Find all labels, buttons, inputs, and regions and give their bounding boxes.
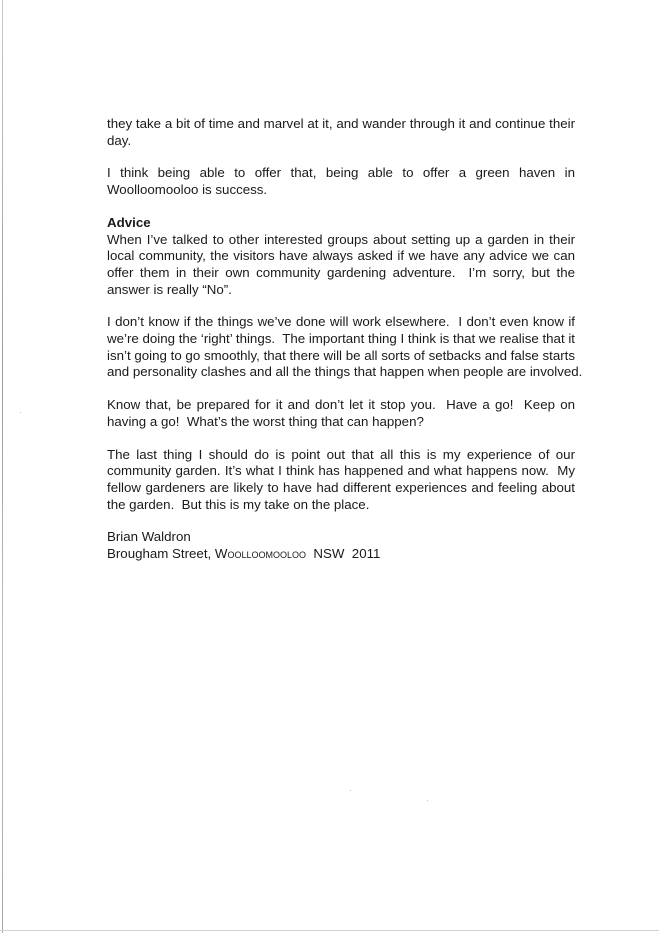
text-line: Woolloomooloo is success. xyxy=(107,182,268,198)
paragraph xyxy=(107,116,575,149)
text-line: the garden. But this is my take on the place. xyxy=(107,496,370,512)
text-line: and personality clashes and all the things that happen when people are involved. xyxy=(107,364,583,380)
document-body xyxy=(107,116,583,563)
signature-block xyxy=(107,529,575,562)
address-state-postcode: NSW 2011 xyxy=(306,546,381,562)
address-suburb: Woolloomooloo xyxy=(214,546,306,562)
text-line: Know that, be prepared for it and don’t let it stop you. Have a go! Keep on xyxy=(107,397,575,413)
text-line: answer is really “No”. xyxy=(107,281,232,297)
text-line: local community, the visitors have always asked if we have any advice we can xyxy=(107,248,575,264)
text-line: fellow gardeners are likely to have had different experiences and feeling about xyxy=(107,479,575,495)
address-street: Brougham Street, xyxy=(107,546,215,562)
text-line: I think being able to offer that, being able to offer a green haven in xyxy=(107,165,575,181)
author-name: Brian Waldron xyxy=(107,529,191,545)
paragraph xyxy=(107,397,575,430)
scan-left-edge xyxy=(2,0,3,933)
section-heading: Advice xyxy=(107,214,151,230)
scan-speck xyxy=(427,800,428,801)
text-line: offer them in their own community gardening adventure. I’m sorry, but the xyxy=(107,264,575,280)
text-line: community garden. It’s what I think has happened and what happens now. My xyxy=(107,463,575,479)
text-line: day. xyxy=(107,132,132,148)
scan-speck xyxy=(350,790,351,791)
scan-speck xyxy=(20,412,21,413)
text-line: they take a bit of time and marvel at it, and wander through it and continue their xyxy=(107,116,575,131)
text-line: we’re doing the ‘right’ things. The important thing I think is that we realise that it xyxy=(107,331,575,347)
text-line: When I’ve talked to other interested groups about setting up a garden in their xyxy=(107,231,575,247)
paragraph xyxy=(107,447,575,514)
text-line: having a go! What’s the worst thing that can happen? xyxy=(107,413,424,429)
paragraph xyxy=(107,165,575,198)
author-address xyxy=(107,546,575,563)
text-line: isn’t going to go smoothly, that there will be all sorts of setbacks and false starts xyxy=(107,347,575,363)
text-line: I don’t know if the things we’ve done will work elsewhere. I don’t even know if xyxy=(107,314,575,330)
scan-bottom-edge xyxy=(0,930,659,931)
text-line: The last thing I should do is point out that all this is my experience of our xyxy=(107,446,575,462)
paragraph xyxy=(107,314,583,381)
advice-section xyxy=(107,215,575,299)
